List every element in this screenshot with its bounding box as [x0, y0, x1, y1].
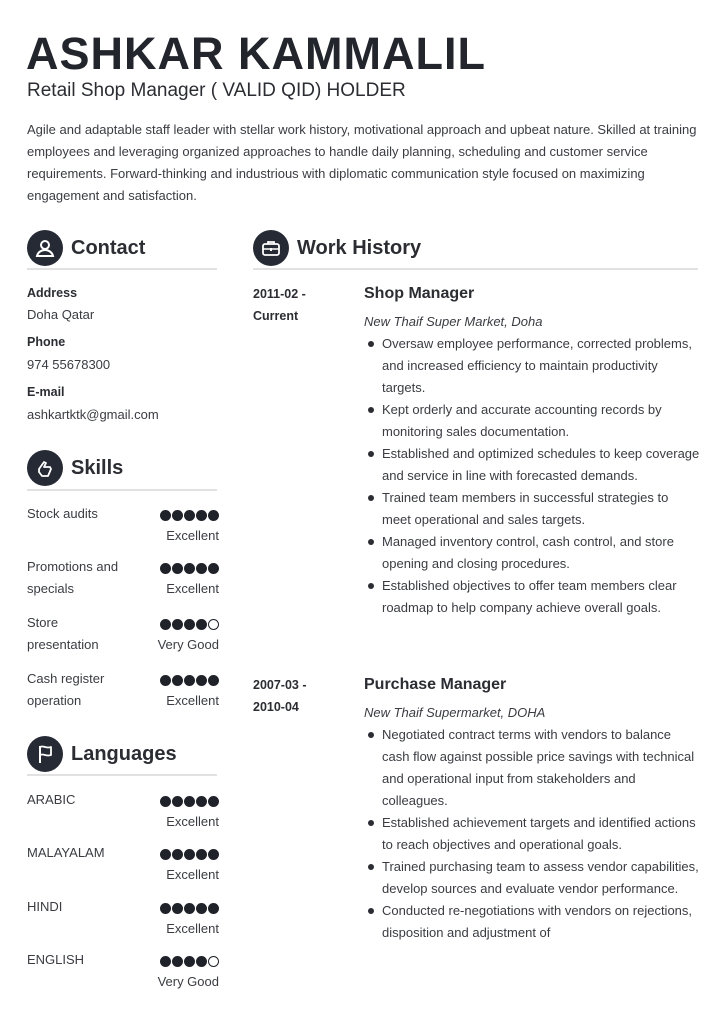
language-level: Excellent	[166, 921, 219, 936]
contact-divider	[27, 268, 217, 270]
skills-section-heading	[27, 450, 123, 486]
job-dates	[253, 674, 333, 718]
skill-rating	[160, 510, 219, 521]
skill-rating	[160, 563, 219, 574]
job-title: Shop Manager	[364, 285, 475, 302]
person-icon	[27, 230, 63, 266]
skill-rating	[160, 619, 219, 630]
job-duty: Kept orderly and accurate accounting records by monitoring sales documentation.	[364, 399, 700, 443]
skill-level: Very Good	[157, 637, 219, 652]
languages-divider	[27, 774, 217, 776]
skill-name: Cash register operation	[27, 671, 105, 708]
job-duty: Established objectives to offer team members clear roadmap to help company achieve overall goals.	[364, 575, 700, 619]
language-level: Excellent	[166, 867, 219, 882]
candidate-name: ASHKAR KAMMALIL	[26, 28, 486, 79]
job-duty: Established achievement targets and identified actions to reach objectives and operational goals.	[364, 812, 700, 856]
contact-title: Contact	[71, 236, 146, 259]
language-rating	[160, 956, 219, 967]
job-end-date: Current	[253, 309, 299, 323]
address-value: Doha Qatar	[27, 307, 95, 322]
language-rating	[160, 903, 219, 914]
skill-name: Stock audits	[27, 506, 98, 521]
phone-value: 974 55678300	[27, 357, 111, 372]
summary-text: Agile and adaptable staff leader with stellar work history, motivational approach and upbeat nature. Skilled at training employees and leveraging organized approaches to handle daily planning, scheduling and customer service requirements. Forward-thinking and industrious with diplomatic communication style focused on maximizing engagement and satisfaction.	[27, 122, 697, 203]
flag-icon	[27, 736, 63, 772]
briefcase-icon	[253, 230, 289, 266]
phone-label: Phone	[27, 335, 66, 349]
skill-name: Store presentation	[27, 615, 99, 652]
job-end-date: 2010-04	[253, 700, 299, 714]
job-dates	[253, 283, 333, 327]
contact-section-heading	[27, 230, 145, 266]
job-duty: Oversaw employee performance, corrected problems, and increased efficiency to maintain productivity targets.	[364, 333, 700, 399]
address-label: Address	[27, 286, 78, 300]
language-rating	[160, 849, 219, 860]
headline: Retail Shop Manager ( VALID QID) HOLDER	[27, 80, 406, 101]
language-name: ENGLISH	[27, 952, 85, 967]
email-value: ashkartktk@gmail.com	[27, 407, 159, 422]
language-level: Excellent	[166, 814, 219, 829]
job-duties	[364, 724, 700, 944]
job-start-date: 2011-02 -	[253, 287, 306, 301]
work-history-section-heading	[253, 230, 421, 266]
skill-level: Excellent	[166, 693, 219, 708]
hand-gesture-icon	[27, 450, 63, 486]
job-title: Purchase Manager	[364, 676, 507, 693]
language-name: HINDI	[27, 899, 63, 914]
skill-name: Promotions and specials	[27, 559, 119, 596]
email-label: E-mail	[27, 385, 65, 399]
skills-title: Skills	[71, 456, 124, 479]
job-duty: Established and optimized schedules to keep coverage and service in line with forecasted demands.	[364, 443, 700, 487]
job-start-date: 2007-03 -	[253, 678, 307, 692]
language-name: MALAYALAM	[27, 845, 105, 860]
languages-section-heading	[27, 736, 177, 772]
job-duty: Negotiated contract terms with vendors to balance cash flow against possible price savings with technical and operational input from stakeholders and colleagues.	[364, 724, 700, 812]
job-duty: Trained purchasing team to assess vendor capabilities, develop sources and evaluate vendor performance.	[364, 856, 700, 900]
skill-level: Excellent	[166, 528, 219, 543]
work-history-divider	[253, 268, 698, 270]
job-duty: Trained team members in successful strategies to meet operational and sales targets.	[364, 487, 700, 531]
language-level: Very Good	[157, 974, 219, 989]
languages-title: Languages	[71, 742, 177, 765]
skill-rating	[160, 675, 219, 686]
job-company: New Thaif Super Market, Doha	[364, 314, 543, 329]
skills-divider	[27, 489, 217, 491]
language-rating	[160, 796, 219, 807]
job-duty: Conducted re-negotiations with vendors on rejections, disposition and adjustment of	[364, 900, 700, 944]
job-company: New Thaif Supermarket, DOHA	[364, 705, 546, 720]
job-duty: Managed inventory control, cash control, and store opening and closing procedures.	[364, 531, 700, 575]
language-name: ARABIC	[27, 792, 76, 807]
work-history-title: Work History	[297, 236, 422, 259]
job-duties	[364, 333, 700, 619]
skill-level: Excellent	[166, 581, 219, 596]
